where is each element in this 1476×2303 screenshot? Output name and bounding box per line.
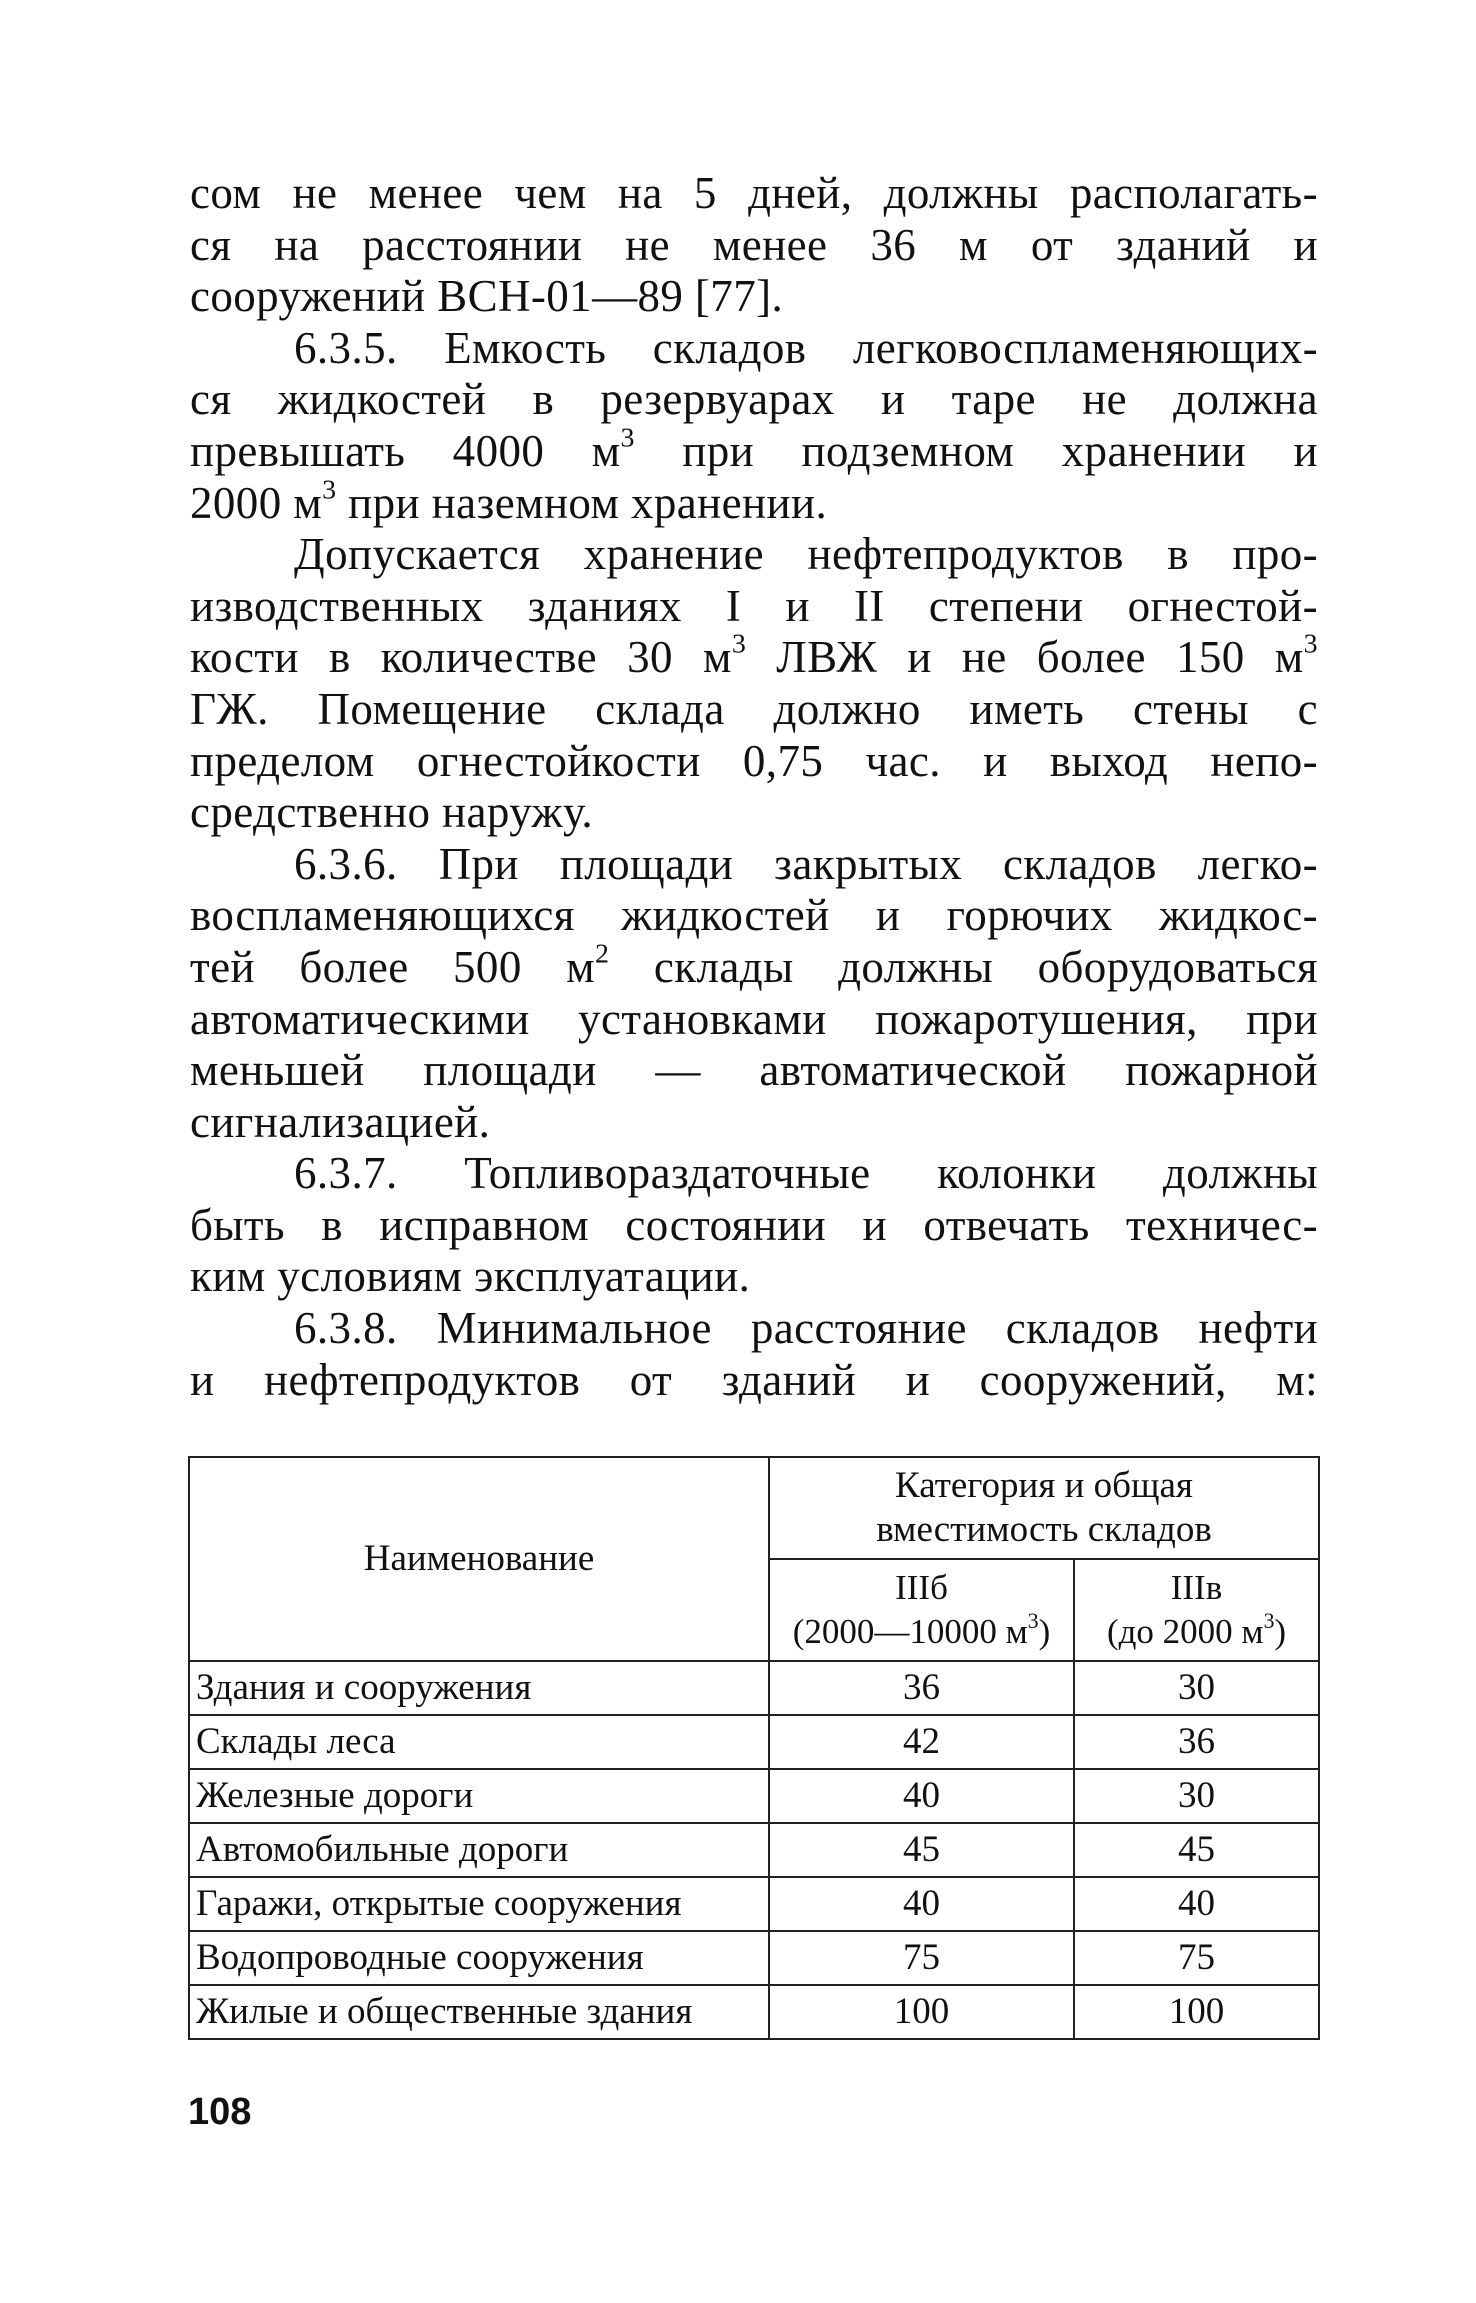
header-category-a (769, 1559, 1074, 1661)
table-row (189, 1661, 1319, 1715)
row-value-b: 30 (1074, 1769, 1319, 1823)
row-value-a: 42 (769, 1715, 1074, 1769)
superscript: 3 (620, 422, 635, 454)
row-value-a: 40 (769, 1769, 1074, 1823)
row-name: Автомобильные дороги (189, 1823, 769, 1877)
page-number: 108 (188, 2091, 252, 2133)
text-line: сооружений ВСН-01—89 [77]. (190, 271, 784, 322)
table-row (189, 1985, 1319, 2039)
superscript: 3 (1027, 1608, 1039, 1633)
text-line: изводственных зданиях I и II степени огнестой- (190, 580, 1318, 631)
text-segment: при подземном хранении и (634, 425, 1318, 476)
table-row (189, 1715, 1319, 1769)
category-b-label: IIIв (1170, 1568, 1223, 1607)
row-name: Гаражи, открытые сооружения (189, 1877, 769, 1931)
category-b-volume: (до 2000 м (1106, 1612, 1264, 1651)
row-name: Водопроводные сооружения (189, 1931, 769, 1985)
text-line: ким условиям эксплуатации. (190, 1251, 751, 1302)
text-line: пределом огнестойкости 0,75 час. и выход непо- (190, 735, 1318, 786)
superscript: 3 (731, 628, 747, 660)
superscript: 3 (322, 474, 337, 506)
category-a-volume-end: ) (1038, 1612, 1051, 1651)
text-line (190, 938, 1318, 994)
row-name: Жилые и общественные здания (189, 1985, 769, 2039)
distance-table (188, 1456, 1320, 2040)
text-line: воспламеняющихся жидкостей и горючих жидкос- (190, 890, 1318, 941)
text-line (190, 422, 1318, 478)
text-line: 6.3.6. При площади закрытых складов легко- (294, 838, 1318, 889)
table-row (189, 1769, 1319, 1823)
text-segment: превышать 4000 м (190, 425, 621, 476)
text-line: средственно наружу. (190, 787, 594, 838)
header-name: Наименование (189, 1457, 769, 1661)
table-row (189, 1823, 1319, 1877)
text-line: автоматическими установками пожаротушения, при (190, 993, 1318, 1044)
row-name: Железные дороги (189, 1769, 769, 1823)
body-text (190, 168, 1318, 1406)
text-line: 6.3.7. Топливораздаточные колонки должны (294, 1148, 1318, 1199)
text-line (190, 474, 1318, 530)
text-segment: тей более 500 м (190, 941, 596, 992)
category-a-volume: (2000—10000 м (792, 1612, 1028, 1651)
row-name: Склады леса (189, 1715, 769, 1769)
row-value-b: 40 (1074, 1877, 1319, 1931)
text-line: ся на расстоянии не менее 36 м от зданий и (190, 219, 1318, 270)
row-value-b: 36 (1074, 1715, 1319, 1769)
text-line: 6.3.5. Емкость складов легковоспламеняющих- (294, 322, 1318, 373)
text-line: ГЖ. Помещение склада должно иметь стены с (190, 683, 1318, 734)
category-a-label: IIIб (895, 1568, 948, 1607)
header-category-line: вместимость складов (876, 1509, 1212, 1550)
row-value-a: 40 (769, 1877, 1074, 1931)
row-value-b: 75 (1074, 1931, 1319, 1985)
row-value-b: 100 (1074, 1985, 1319, 2039)
table-row (189, 1931, 1319, 1985)
row-value-a: 36 (769, 1661, 1074, 1715)
row-value-a: 45 (769, 1823, 1074, 1877)
text-segment: склады должны оборудоваться (609, 941, 1318, 992)
row-name: Здания и сооружения (189, 1661, 769, 1715)
text-line: сигнализацией. (190, 1096, 491, 1147)
text-segment: 2000 м (190, 477, 323, 528)
text-line: быть в исправном состоянии и отвечать техничес- (190, 1199, 1318, 1250)
superscript: 3 (1263, 1608, 1275, 1633)
text-line: и нефтепродуктов от зданий и сооружений, м: (190, 1354, 1318, 1405)
text-line: Допускается хранение нефтепродуктов в про- (294, 529, 1318, 580)
text-segment: кости в количестве 30 м (190, 632, 732, 683)
header-category-line: Категория и общая (895, 1465, 1193, 1506)
row-value-a: 75 (769, 1931, 1074, 1985)
text-line (190, 628, 1318, 684)
row-value-b: 30 (1074, 1661, 1319, 1715)
text-line: 6.3.8. Минимальное расстояние складов нефти (294, 1303, 1318, 1354)
text-line: меньшей площади — автоматической пожарной (190, 1045, 1318, 1096)
row-value-b: 45 (1074, 1823, 1319, 1877)
table-row (189, 1877, 1319, 1931)
category-b-volume-end: ) (1274, 1612, 1287, 1651)
header-category-b (1074, 1559, 1319, 1661)
row-value-a: 100 (769, 1985, 1074, 2039)
text-segment: при наземном хранении. (336, 477, 828, 528)
header-category (769, 1457, 1319, 1559)
text-line: сом не менее чем на 5 дней, должны располагать- (190, 168, 1318, 218)
superscript: 2 (595, 938, 610, 970)
superscript: 3 (1303, 628, 1318, 660)
text-segment: ЛВЖ и не более 150 м (746, 632, 1304, 683)
text-line: ся жидкостей в резервуарах и таре не должна (190, 374, 1318, 425)
